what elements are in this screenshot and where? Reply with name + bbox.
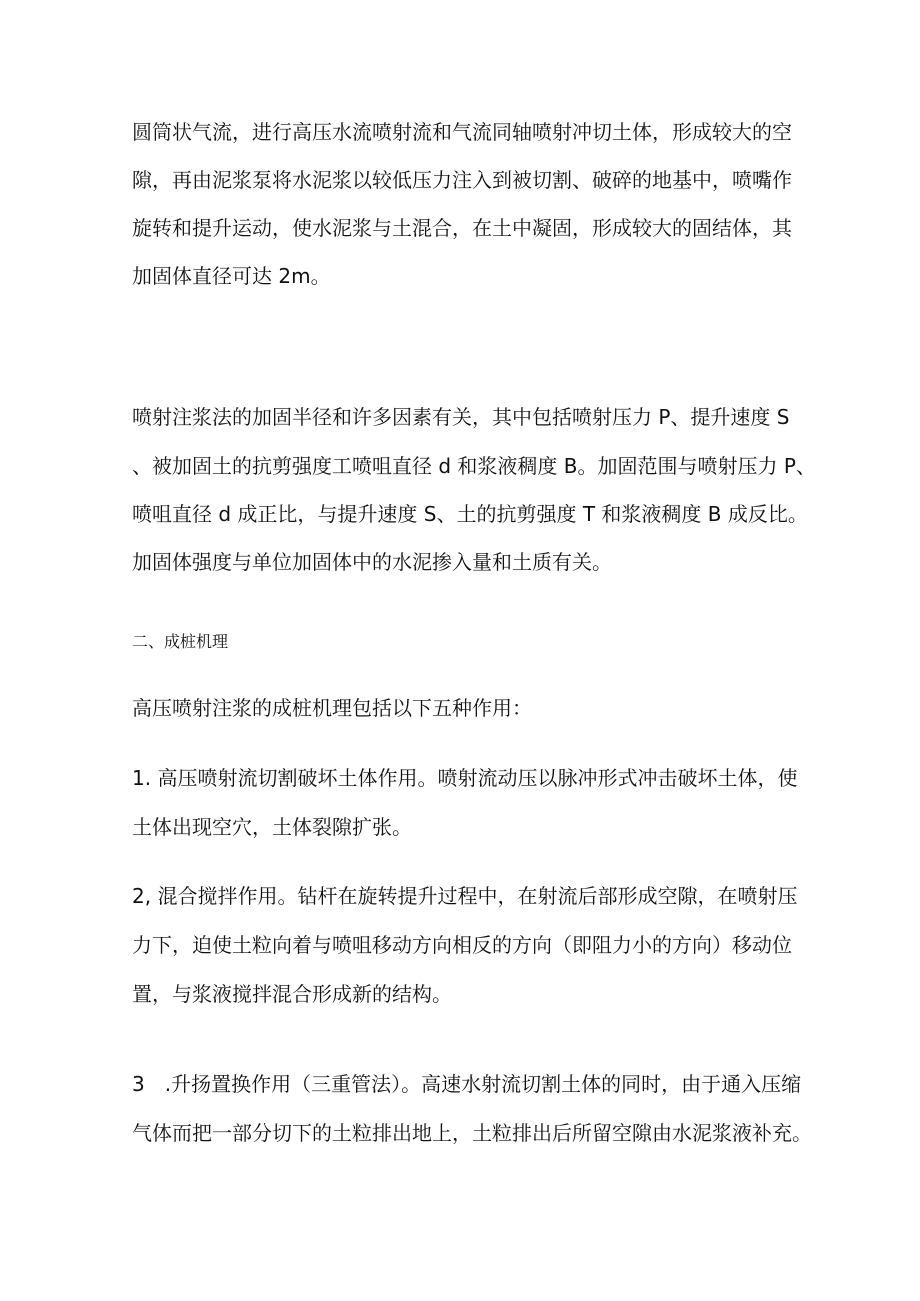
intro-text: 高压喷射注浆的成桩机理包括以下五种作用：: [132, 696, 532, 720]
paragraph-1-line-4: 加固体直径可达 2m。: [132, 264, 331, 288]
paragraph-1-line-1: 圆筒状气流，进行高压水流喷射流和气流同轴喷射冲切土体，形成较大的空: [132, 120, 792, 144]
paragraph-2-line-2: 、被加固土的抗剪强度工喷咀直径 d 和浆液稠度 B。加固范围与喷射压力 P、: [132, 454, 816, 478]
paragraph-2-line-4: 加固体强度与单位加固体中的水泥掺入量和土质有关。: [132, 550, 612, 574]
item-3-line-1: 3 .升扬置换作用（三重管法）。高速水射流切割土体的同时，由于通入压缩: [132, 1072, 802, 1096]
item-2-line-2: 力下，迫使土粒向着与喷咀移动方向相反的方向（即阻力小的方向）移动位: [132, 933, 792, 957]
paragraph-1-line-2: 隙，再由泥浆泵将水泥浆以较低压力注入到被切割、破碎的地基中，喷嘴作: [132, 168, 792, 192]
section-heading: 二、成桩机理: [132, 632, 229, 651]
paragraph-2-line-1: 喷射注浆法的加固半径和许多因素有关，其中包括喷射压力 P、提升速度 S: [132, 405, 790, 429]
item-2-line-3: 置，与浆液搅拌混合形成新的结构。: [132, 982, 452, 1006]
item-1-line-2: 土体出现空穴，土体裂隙扩张。: [132, 815, 412, 839]
item-2-line-1: 2, 混合搅拌作用。钻杆在旋转提升过程中，在射流后部形成空隙，在喷射压: [132, 884, 798, 908]
paragraph-1-line-3: 旋转和提升运动，使水泥浆与土混合，在土中凝固，形成较大的固结体，其: [132, 216, 792, 240]
item-3-line-2: 气体而把一部分切下的土粒排出地上，土粒排出后所留空隙由水泥浆液补充。: [132, 1121, 812, 1145]
item-1-line-1: 1. 高压喷射流切割破坏土体作用。喷射流动压以脉冲形式冲击破坏土体，使: [132, 766, 798, 790]
paragraph-2-line-3: 喷咀直径 d 成正比，与提升速度 S、土的抗剪强度 T 和浆液稠度 B 成反比。: [132, 502, 808, 526]
